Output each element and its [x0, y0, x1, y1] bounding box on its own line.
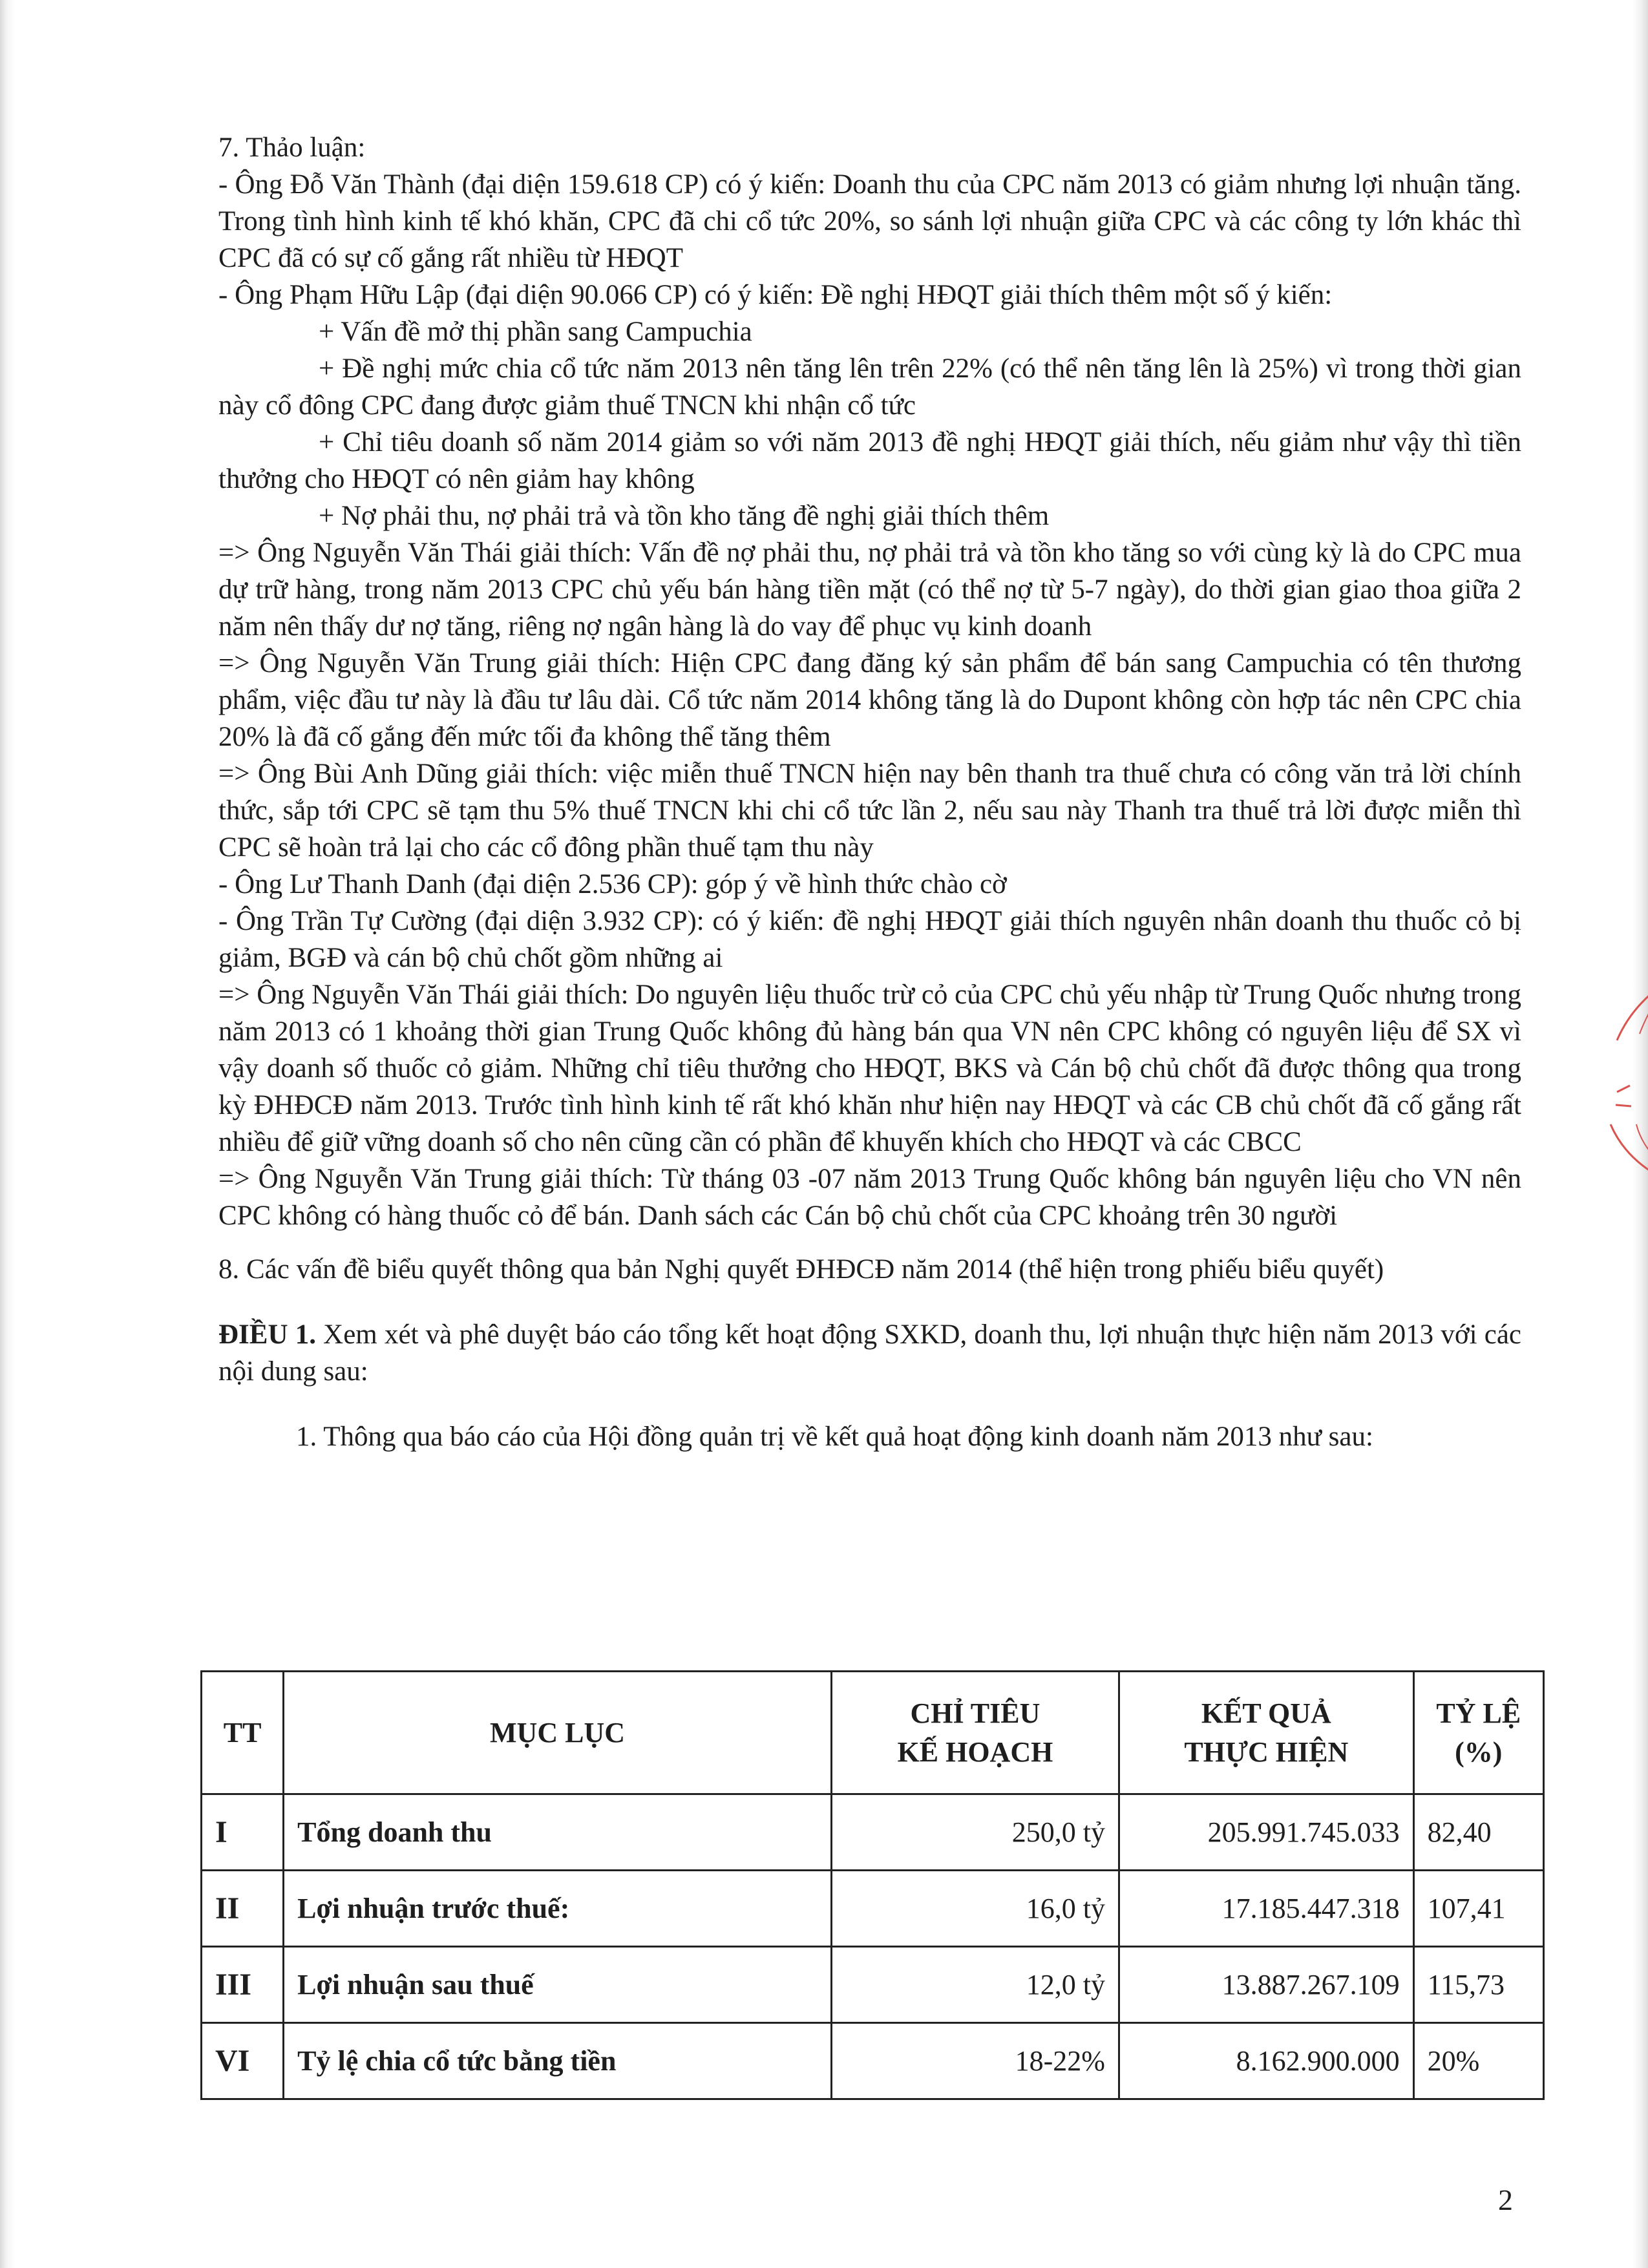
header-ty-le-line1: TỶ LỆ — [1436, 1697, 1521, 1729]
cell-chi-tieu: 18-22% — [831, 2023, 1119, 2099]
point-sales-target: + Chỉ tiêu doanh số năm 2014 giảm so với năm 2013 đề nghị HĐQT giải thích, nếu giảm như vậy thì tiền thưởng cho HĐQT có nên giảm hay không — [218, 427, 1521, 494]
header-ket-qua — [1119, 1672, 1413, 1794]
article-1-item-1: 1. Thông qua báo cáo của Hội đồng quản trị về kết quả hoạt động kinh doanh năm 2013 như sau: — [296, 1422, 1373, 1452]
reply-nguyen-van-thai-2: => Ông Nguyễn Văn Thái giải thích: Do nguyên liệu thuốc trừ cỏ của CPC chủ yếu nhập từ Trung Quốc nhưng trong năm 2013 có 1 khoảng thời gian Trung Quốc không đủ hàng bán qua VN nên CPC không có nguyên liệu để SX vì vậy doanh số thuốc cỏ giảm. Những chỉ tiêu thưởng cho HĐQT, BKS và Cán bộ chủ chốt đã được thông qua trong kỳ ĐHĐCĐ năm 2013. Trước tình hình kinh tế rất khó khăn như hiện nay HĐQT và các CB chủ chốt đã cố gắng rất nhiều để giữ vững doanh số cho nên cũng cần có phần để khuyến khích cho HĐQT và các CBCC — [218, 980, 1521, 1157]
point-dividend: + Đề nghị mức chia cổ tức năm 2013 nên tăng lên trên 22% (có thể nên tăng lên là 25%) vì trong thời gian này cổ đông CPC đang được giảm thuế TNCN khi nhận cổ tức — [218, 353, 1521, 421]
cell-muc-luc: Tỷ lệ chia cổ tức bằng tiền — [284, 2023, 832, 2099]
table-row — [202, 1947, 1544, 2023]
section-7-heading: 7. Thảo luận: — [218, 132, 366, 163]
header-ket-qua-line1: KẾT QUẢ — [1201, 1697, 1331, 1729]
article-1-text: Xem xét và phê duyệt báo cáo tổng kết hoạt động SXKD, doanh thu, lợi nhuận thực hiện năm 2013 với các nội dung sau: — [218, 1319, 1521, 1387]
header-chi-tieu-line1: CHỈ TIÊU — [910, 1697, 1041, 1729]
cell-ket-qua: 17.185.447.318 — [1119, 1871, 1413, 1947]
reply-nguyen-van-trung-2: => Ông Nguyễn Văn Trung giải thích: Từ tháng 03 -07 năm 2013 Trung Quốc không bán nguyên liệu cho VN nên CPC không có hàng thuốc cỏ để bán. Danh sách các Cán bộ chủ chốt của CPC khoảng trên 30 người — [218, 1164, 1521, 1231]
article-1 — [218, 1316, 1521, 1390]
section-8-text: 8. Các vấn đề biểu quyết thông qua bản Nghị quyết ĐHĐCĐ năm 2014 (thể hiện trong phiếu biểu quyết) — [218, 1254, 1384, 1285]
cell-tt: III — [202, 1947, 284, 2023]
cell-chi-tieu: 16,0 tỷ — [831, 1871, 1119, 1947]
cell-ty-le: 115,73 — [1413, 1947, 1543, 2023]
cell-ket-qua: 205.991.745.033 — [1119, 1794, 1413, 1871]
seal-stamp-icon — [1591, 956, 1648, 1215]
header-ty-le — [1413, 1672, 1543, 1794]
table-row — [202, 1871, 1544, 1947]
article-1-label: ĐIỀU 1. — [218, 1319, 316, 1350]
header-chi-tieu-line2: KẾ HOẠCH — [897, 1736, 1053, 1768]
cell-muc-luc: Lợi nhuận trước thuế: — [284, 1871, 832, 1947]
cell-ty-le: 107,41 — [1413, 1871, 1543, 1947]
header-muc-luc: MỤC LỤC — [284, 1672, 832, 1794]
table-header-row — [202, 1672, 1544, 1794]
comment-do-van-thanh: - Ông Đỗ Văn Thành (đại diện 159.618 CP) có ý kiến: Doanh thu của CPC năm 2013 có giảm nhưng lợi nhuận tăng. Trong tình hình kinh tế khó khăn, CPC đã chi cổ tức 20%, so sánh lợi nhuận giữa CPC và các công ty lớn khác thì CPC đã có sự cố gắng rất nhiều từ HĐQT — [218, 169, 1521, 273]
cell-ket-qua: 13.887.267.109 — [1119, 1947, 1413, 2023]
cell-chi-tieu: 250,0 tỷ — [831, 1794, 1119, 1871]
results-table — [200, 1670, 1545, 2100]
point-receivables: + Nợ phải thu, nợ phải trả và tồn kho tăng đề nghị giải thích thêm — [319, 501, 1050, 531]
comment-pham-huu-lap: - Ông Phạm Hữu Lập (đại diện 90.066 CP) có ý kiến: Đề nghị HĐQT giải thích thêm một số ý kiến: — [218, 280, 1333, 310]
header-tt: TT — [202, 1672, 284, 1794]
comment-lu-thanh-danh: - Ông Lư Thanh Danh (đại diện 2.536 CP): góp ý về hình thức chào cờ — [218, 869, 1007, 899]
table-row — [202, 2023, 1544, 2099]
cell-muc-luc: Lợi nhuận sau thuế — [284, 1947, 832, 2023]
cell-tt: II — [202, 1871, 284, 1947]
cell-ty-le: 20% — [1413, 2023, 1543, 2099]
header-chi-tieu — [831, 1672, 1119, 1794]
page-number: 2 — [1498, 2183, 1513, 2216]
document-body — [218, 129, 1521, 1455]
reply-bui-anh-dung: => Ông Bùi Anh Dũng giải thích: việc miễn thuế TNCN hiện nay bên thanh tra thuế chưa có công văn trả lời chính thức, sắp tới CPC sẽ tạm thu 5% thuế TNCN khi chi cổ tức lần 2, nếu sau này Thanh tra thuế trả lời được miễn thì CPC sẽ hoàn trả lại cho các cổ đông phần thuế tạm thu này — [218, 759, 1521, 863]
reply-nguyen-van-thai-1: => Ông Nguyễn Văn Thái giải thích: Vấn đề nợ phải thu, nợ phải trả và tồn kho tăng so với cùng kỳ là do CPC mua dự trữ hàng, trong năm 2013 CPC chủ yếu bán hàng tiền mặt (có thể nợ từ 5-7 ngày), do thời gian giao thoa giữa 2 năm nên thấy dư nợ tăng, riêng nợ ngân hàng là do vay để phục vụ kinh doanh — [218, 538, 1521, 642]
point-campuchia: + Vấn đề mở thị phần sang Campuchia — [319, 317, 752, 347]
comment-tran-tu-cuong: - Ông Trần Tự Cường (đại diện 3.932 CP): có ý kiến: đề nghị HĐQT giải thích nguyên nhân doanh thu thuốc cỏ bị giảm, BGĐ và cán bộ chủ chốt gồm những ai — [218, 906, 1521, 973]
header-ty-le-line2: (%) — [1455, 1736, 1503, 1768]
cell-tt: I — [202, 1794, 284, 1871]
cell-chi-tieu: 12,0 tỷ — [831, 1947, 1119, 2023]
cell-tt: VI — [202, 2023, 284, 2099]
reply-nguyen-van-trung-1: => Ông Nguyễn Văn Trung giải thích: Hiện CPC đang đăng ký sản phẩm để bán sang Campuchia có tên thương phẩm, việc đầu tư này là đầu tư lâu dài. Cổ tức năm 2014 không tăng là do Dupont không còn hợp tác nên CPC chia 20% là đã cố gắng đến mức tối đa không thể tăng thêm — [218, 648, 1521, 752]
header-ket-qua-line2: THỰC HIỆN — [1184, 1736, 1349, 1768]
table-row — [202, 1794, 1544, 1871]
cell-ket-qua: 8.162.900.000 — [1119, 2023, 1413, 2099]
cell-muc-luc: Tổng doanh thu — [284, 1794, 832, 1871]
cell-ty-le: 82,40 — [1413, 1794, 1543, 1871]
